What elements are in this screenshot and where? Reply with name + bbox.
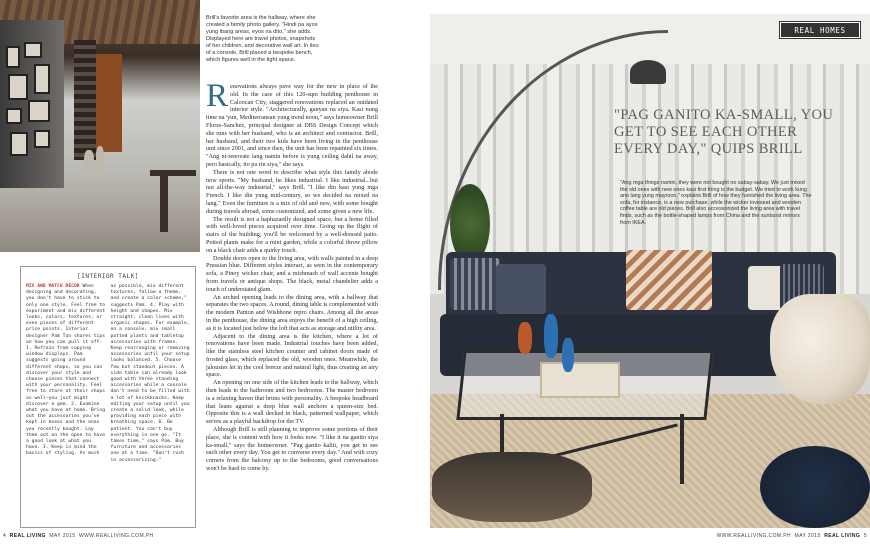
- left-page: [0, 0, 428, 544]
- hallway-photo: [0, 0, 200, 252]
- sidebar-column-2: as possible, mix different textures, follow a theme, and create a color scheme," suggests Pam. 4. Play with height and shapes. Mix straight, clean lines with organic shapes. For example, on a console, mix small potted plants and tabletop accessories with frames. Keep rearranging or removing accessories until your setup looks balanced. 5. Choose few but standout pieces. A side table can already look good with three standing accessories while a console don't need to be filled with a lot of knickknacks. Keep editing your setup until you create a solid look, while providing each piece with breathing space. 6. Be patient. You can't buy everything in one go. "It takes time," says Pam. Buy furniture and accessories one at a time. "Don't rush in accessorizing.": [110, 284, 190, 463]
- living-room-caption: "Ang mga things namin, they were not bought no sabay-sabay. We just mixed the old ones with new ones kasi first thing is the budget. We tried to work kung ano lang yung mayroon," explains Brill of how they furnished the living area. The sofa, for instance, is a new purchase, while the wicker loveseat and wooden coffee table are old pieces. Brill also accessorized the living area with travel finds, such as the bottle-shaped lamps from China and the sunburst mirrors from IKEA.: [620, 180, 812, 226]
- bench: [150, 170, 196, 176]
- blue-vase: [562, 338, 574, 372]
- staircase: [74, 40, 96, 160]
- sidebar-title: [INTERIOR TALK]: [77, 273, 139, 280]
- table-leg: [680, 414, 684, 484]
- article-paragraph: Renovations always pave way for the new in place of the old. In the case of this 120-sqm building penthouse in Caloocan City, staggered renovations replaced an outdated interior style. "Architecturally, ganyan na siya. Kasi nung time na 'yun, Mediterranean yung trend noon," says homeowner Brill Flores-Sanchez, principal designer at DBS Design Concept which she runs with her husband, who is an architect and contractor. Brill, her husband, and their two kids have been living in the penthouse unit since 2001, and since then, the unit has been repainted six times. "Ang ni-renovate lang namin before is yung ceiling dahil na away, pero basically, ito pa rin siya," she says.: [206, 78, 378, 168]
- photo-frame: [6, 46, 20, 68]
- photo-frame: [24, 42, 42, 58]
- living-room-photo: [430, 14, 870, 528]
- article-body: [206, 78, 378, 473]
- floor: [0, 188, 200, 252]
- photo-frame: [10, 132, 28, 156]
- photo-frame: [6, 108, 22, 124]
- lamp-shade: [630, 60, 666, 84]
- interior-talk-sidebar: [20, 266, 196, 528]
- folio-right: WWW.REALLIVING.COM.PH MAY 2015 REAL LIVING 5: [716, 533, 867, 539]
- photo-frame: [34, 64, 50, 94]
- article-paragraph: The result is not a haphazardly designed space, but a home filled with well-loved pieces acquired over time. Going up the flight of stairs of the building, you'll be welcomed by a well-dressed patio. Potted plants make for a mini garden, while a colorful throw pillow on a black chair adds a quirky touch.: [206, 215, 378, 254]
- tray: [540, 362, 620, 398]
- cushion: [496, 264, 546, 314]
- blue-vase: [544, 314, 558, 358]
- knit-pouf: [760, 446, 870, 528]
- photo-frame: [34, 130, 50, 148]
- folio-left: 4 REAL LIVING MAY 2015 WWW.REALLIVING.COM.PH: [3, 533, 154, 539]
- article-paragraph: There is not one word to describe what style this family abode now sports. "My husband, he likes industrial. I like industrial...but not all-the-way industrial," says Brill. "I like din kasi yung mga French. I like din yung mid-century, so we decided na mixed na lang." Even the furniture is a mix of old and new, with some bought during travels abroad, some customized, and some given a new life.: [206, 168, 378, 215]
- patterned-cushion: [626, 250, 712, 310]
- vase: [84, 150, 94, 172]
- side-table: [432, 452, 592, 522]
- article-paragraph: Adjacent to the dining area is the kitchen, where a lot of renovations have been made. Industrial touches have been added, like the stainless steel kitchen counter and cabinet doors made of frosted glass, which replaced the old, wooden ones. Meanwhile, the jalousies let in the cool breeze and natural light, thus creating an airy space.: [206, 332, 378, 379]
- drop-cap: R: [206, 78, 229, 114]
- photo-frame: [28, 100, 50, 122]
- bottle-lamp: [518, 322, 532, 354]
- hallway-caption: Brill's favorite area is the hallway, where she created a family photo gallery. "Hindi pa ayos yung ibang areas, eyos na dito," she adds. Displayed here are travel photos, snapshots of her children, and decorative wall art. In lieu of a console, Brill placed a bespoke bench, which figures well in the tight space.: [206, 15, 319, 63]
- plaid-cushion: [450, 258, 500, 310]
- sidebar-heading: MIX AND MATCH DÉCOR: [26, 284, 80, 289]
- article-paragraph: Double doors open to the living area, with walls painted in a deep Prussian blue. Different styles interact, as seen in the contemporary sofa, a Pinoy wicker chair, and a mishmash of wall accents bought from travels or antique shops. The black, metal chandelier adds a touch of understated glam.: [206, 254, 378, 293]
- section-tag: REAL HOMES: [780, 22, 860, 38]
- article-paragraph: Although Brill is still planning to improve some portions of their place, she is content with how it looks now. "I like it na ganito siya ka-small," says the homeowner. "Pag ganito kaliit, you get to see each other every day. You get to converse every day." And with cozy corners from the balcony up to the bedrooms, good conversations won't be hard to come by.: [206, 426, 378, 473]
- pull-quote: "PAG GANITO KA-SMALL, YOU GET TO SEE EACH OTHER EVERY DAY," QUIPS BRILL: [614, 107, 834, 157]
- sidebar-column-1: MIX AND MATCH DÉCOR When designing and decorating, you don't have to stick to only one style. Feel free to experiment and mix different looks, colors, textures, or even pieces of different price points. Interior designer Pam Tan shares tips on how you can pull it off. 1. Refrain from copying window displays. Pam suggests going around different shops, so you can discover your style and choose pieces that connect with your personality. Feel free to stare at their shops as well—you just might discover a gem. 2. Examine what you have at home. Bring out the accessories you've kept in boxes and the ones you recently bought. Lay them out on the open to have a good look at what you have. 3. Keep in mind the basics of styling. As much: [26, 284, 106, 457]
- orange-door: [96, 54, 122, 152]
- photo-frame: [8, 74, 28, 100]
- vase: [96, 146, 104, 172]
- article-paragraph: An opening on one side of the kitchen leads to the hallway, which then leads to the bathroom and two bedrooms. The master bedroom is a relaxing haven that brims with personality. A bespoke headboard that leans against a deep blue wall anchors a queen-size bed. Opposite this is a wall decked in black, patterned wallpaper, which serves as a playful backdrop for the TV.: [206, 379, 378, 426]
- article-paragraph: An arched opening leads to the dining area, with a hallway that separates the two spaces. A round, dining table is complemented with the modern Panton and Wishbone repro chairs. Among all the areas in the penthouse, the dining area enjoys the benefit of a high ceiling, as it is located just below the loft that acts as storage and utility area.: [206, 293, 378, 332]
- fur-throw: [770, 294, 870, 404]
- chair: [160, 176, 168, 232]
